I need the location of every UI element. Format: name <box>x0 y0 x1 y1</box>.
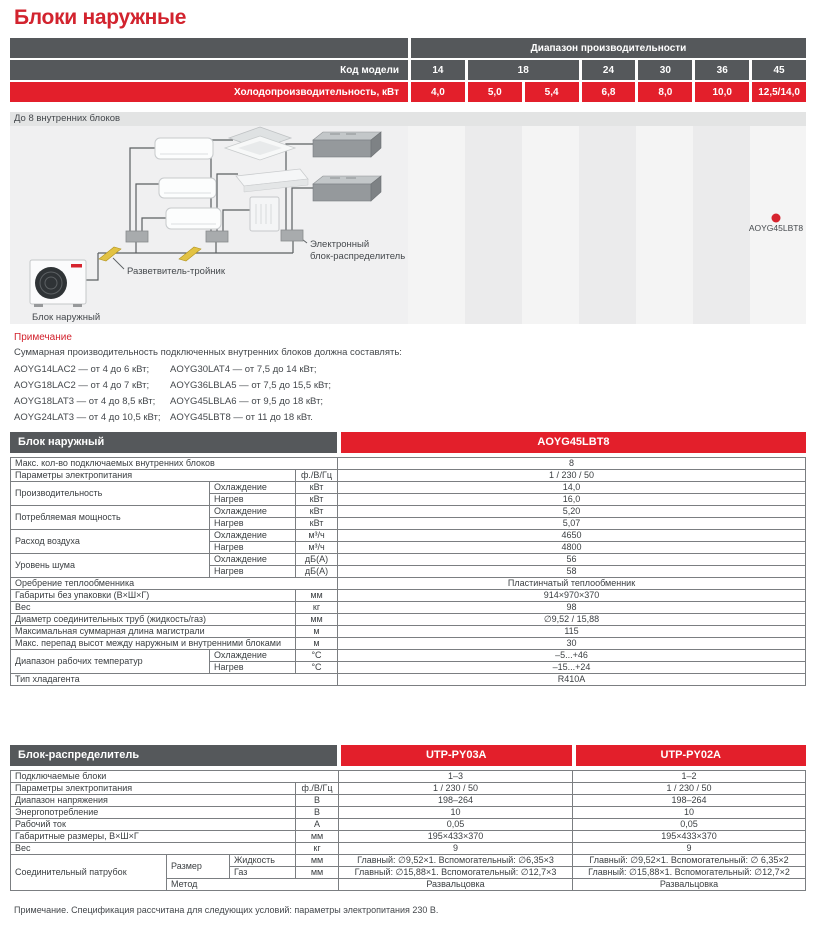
cooling-value-cell: 6,8 <box>582 82 636 102</box>
spec-row-label: Макс. кол-во подключаемых внутренних блоков <box>11 458 338 470</box>
spec-unit: ф./В/Гц <box>296 470 338 482</box>
notes-title: Примечание <box>14 332 72 343</box>
spec-unit: мм <box>296 855 339 867</box>
model-code-cell: 24 <box>582 60 636 80</box>
diagram-header-text: До 8 внутренних блоков <box>14 113 121 124</box>
spec-unit: В <box>296 795 339 807</box>
spec-sub-label: Нагрев <box>210 542 296 554</box>
spec-row-label: Уровень шума <box>11 554 210 578</box>
wall-unit-icons <box>155 138 221 229</box>
spec-value: 195×433×370 <box>339 831 573 843</box>
cooling-value-cell: 4,0 <box>411 82 465 102</box>
page-title: Блоки наружные <box>14 6 187 29</box>
spec-row-label: Производительность <box>11 482 210 506</box>
spec-value: 1 / 230 / 50 <box>339 783 573 795</box>
note-item: AOYG14LAC2 — от 4 до 6 кВт; <box>14 364 150 375</box>
spec-sub-label: Охлаждение <box>210 554 296 566</box>
model-code-cell: 14 <box>411 60 465 80</box>
spec-value: Главный: ∅9,52×1. Вспомогательный: ∅ 6,35×2 <box>573 855 806 867</box>
spec-value: 30 <box>338 638 806 650</box>
tee-branch-icon <box>179 247 201 261</box>
outdoor-table-header <box>10 432 806 453</box>
model-code-cell: 30 <box>638 60 692 80</box>
spec-value: Главный: ∅15,88×1. Вспомогательный: ∅12,7×2 <box>573 867 806 879</box>
spec-unit: °С <box>296 662 338 674</box>
distributor-label-line2: блок-распределитель <box>310 251 406 262</box>
spec-value: 198–264 <box>339 795 573 807</box>
spec-unit: кВт <box>296 482 338 494</box>
spec-value: 0,05 <box>573 819 806 831</box>
spec-row-label: Параметры электропитания <box>11 470 296 482</box>
spec-unit: мм <box>296 831 339 843</box>
outdoor-spec-table <box>10 457 806 686</box>
spec-value: 8 <box>338 458 806 470</box>
spec-value: 1–2 <box>573 771 806 783</box>
spec-value: 10 <box>339 807 573 819</box>
spec-unit: мм <box>296 614 338 626</box>
spec-value: 914×970×370 <box>338 590 806 602</box>
distributor-table-header <box>10 745 806 766</box>
tee-branch-icon <box>99 247 121 261</box>
spec-value: 198–264 <box>573 795 806 807</box>
spec-sub-label: Жидкость <box>230 855 296 867</box>
cooling-value-cell: 8,0 <box>638 82 692 102</box>
spec-row-label: Диапазон рабочих температур <box>11 650 210 674</box>
spec-unit: кВт <box>296 518 338 530</box>
spec-value: 4800 <box>338 542 806 554</box>
cooling-value-cell: 12,5/14,0 <box>752 82 806 102</box>
spec-value: –15...+24 <box>338 662 806 674</box>
duct-unit-icons <box>313 132 381 201</box>
spec-sub-label: Нагрев <box>210 566 296 578</box>
spec-value: Главный: ∅15,88×1. Вспомогательный: ∅12,7×3 <box>339 867 573 879</box>
spec-unit: кг <box>296 602 338 614</box>
note-item: AOYG18LAT3 — от 4 до 8,5 кВт; <box>14 396 156 407</box>
cooling-value-cell: 5,4 <box>525 82 579 102</box>
spec-sub-label: Охлаждение <box>210 650 296 662</box>
spec-sub-label: Метод <box>167 879 339 891</box>
spec-unit: м³/ч <box>296 542 338 554</box>
spec-value: 1 / 230 / 50 <box>338 470 806 482</box>
spec-row-label: Габариты без упаковки (В×Ш×Г) <box>11 590 296 602</box>
diagram-header <box>10 112 806 126</box>
spec-row-label: Диаметр соединительных труб (жидкость/газ) <box>11 614 296 626</box>
spec-unit: кг <box>296 843 339 855</box>
spec-unit: м³/ч <box>296 530 338 542</box>
spec-row-label: Параметры электропитания <box>11 783 296 795</box>
spec-value: 14,0 <box>338 482 806 494</box>
note-item: AOYG36LBLA5 — от 7,5 до 15,5 кВт; <box>170 380 331 391</box>
note-item: AOYG30LAT4 — от 7,5 до 14 кВт; <box>170 364 317 375</box>
model-code-cell: 18 <box>468 60 579 80</box>
table-footnote: Примечание. Спецификация рассчитана для следующих условий: параметры электропитания 230 В. <box>14 905 439 915</box>
spec-value: 56 <box>338 554 806 566</box>
spec-value: 9 <box>573 843 806 855</box>
distributor-box-icons <box>126 230 303 242</box>
note-item: AOYG18LAC2 — от 4 до 7 кВт; <box>14 380 150 391</box>
model-marker-dot <box>772 214 781 223</box>
spec-row-label: Макс. перепад высот между наружным и внутренними блоками <box>11 638 296 650</box>
spec-sub-label: Охлаждение <box>210 506 296 518</box>
spec-sub-label: Нагрев <box>210 662 296 674</box>
spec-row-label: Рабочий ток <box>11 819 296 831</box>
outdoor-unit-icon <box>30 260 86 307</box>
spec-value: 16,0 <box>338 494 806 506</box>
distributor-table-title: Блок-распределитель <box>10 745 337 766</box>
cooling-value-cell: 5,0 <box>468 82 522 102</box>
spec-unit: °С <box>296 650 338 662</box>
distributor-label-line1: Электронный <box>310 239 370 250</box>
spec-sub-label: Нагрев <box>210 518 296 530</box>
outdoor-table-title: Блок наружный <box>10 432 337 453</box>
tee-label: Разветвитель-тройник <box>127 266 225 277</box>
spec-value: 9 <box>339 843 573 855</box>
spec-value: 58 <box>338 566 806 578</box>
spec-row-label: Тип хладагента <box>11 674 338 686</box>
notes-intro: Суммарная производительность подключенных внутренних блоков должна составлять: <box>14 347 402 358</box>
spec-row-label: Оребрение теплообменника <box>11 578 338 590</box>
outdoor-model-header: AOYG45LBT8 <box>341 432 806 453</box>
spec-unit: А <box>296 819 339 831</box>
spec-unit: ф./В/Гц <box>296 783 339 795</box>
cooling-value-cell: 10,0 <box>695 82 749 102</box>
cassette-unit-icon <box>225 127 295 160</box>
capacity-corner-cell <box>10 38 408 58</box>
notes-list <box>14 364 794 428</box>
floor-unit-icon <box>250 197 279 231</box>
spec-row-label: Потребляемая мощность <box>11 506 210 530</box>
spec-value: 5,20 <box>338 506 806 518</box>
diagram-model-label: AOYG45LBT8 <box>748 223 804 233</box>
spec-row-label: Расход воздуха <box>11 530 210 554</box>
note-item: AOYG45LBLA6 — от 9,5 до 18 кВт; <box>170 396 324 407</box>
system-diagram <box>10 126 806 324</box>
spec-unit: кВт <box>296 494 338 506</box>
distributor-spec-table <box>10 770 806 891</box>
spec-row-label: Диапазон напряжения <box>11 795 296 807</box>
note-item: AOYG24LAT3 — от 4 до 10,5 кВт; <box>14 412 161 423</box>
spec-value: 195×433×370 <box>573 831 806 843</box>
spec-sub-label: Охлаждение <box>210 530 296 542</box>
capacity-table <box>10 38 806 102</box>
spec-sub-label: Размер <box>167 855 230 879</box>
spec-unit: мм <box>296 867 339 879</box>
cooling-capacity-label: Холодопроизводительность, кВт <box>10 82 408 102</box>
spec-value: 115 <box>338 626 806 638</box>
spec-value: Развальцовка <box>339 879 573 891</box>
spec-sub-label: Охлаждение <box>210 482 296 494</box>
notes-section <box>14 332 794 428</box>
distributor-model-a-header: UTP-PY03A <box>341 745 572 766</box>
spec-value: 0,05 <box>339 819 573 831</box>
capacity-range-header: Диапазон производительности <box>411 38 806 58</box>
spec-unit: дБ(А) <box>296 554 338 566</box>
spec-value: 98 <box>338 602 806 614</box>
spec-value: ∅9,52 / 15,88 <box>338 614 806 626</box>
spec-unit: дБ(А) <box>296 566 338 578</box>
spec-sub-label: Газ <box>230 867 296 879</box>
spec-unit: мм <box>296 590 338 602</box>
spec-row-label: Вес <box>11 602 296 614</box>
spec-value: 10 <box>573 807 806 819</box>
model-code-cell: 45 <box>752 60 806 80</box>
system-diagram-canvas <box>10 126 806 324</box>
spec-value: Пластинчатый теплообменник <box>338 578 806 590</box>
spec-row-label: Вес <box>11 843 296 855</box>
spec-row-label: Подключаемые блоки <box>11 771 339 783</box>
spec-value: Главный: ∅9,52×1. Вспомогательный: ∅6,35×3 <box>339 855 573 867</box>
outdoor-unit-label: Блок наружный <box>32 312 101 323</box>
spec-sub-label: Нагрев <box>210 494 296 506</box>
spec-value: 1–3 <box>339 771 573 783</box>
spec-unit: м <box>296 638 338 650</box>
spec-row-label: Энергопотребление <box>11 807 296 819</box>
distributor-model-b-header: UTP-PY02A <box>576 745 807 766</box>
note-item: AOYG45LBT8 — от 11 до 18 кВт. <box>170 412 313 423</box>
spec-row-label: Габаритные размеры, В×Ш×Г <box>11 831 296 843</box>
spec-value: –5...+46 <box>338 650 806 662</box>
spec-value: 5,07 <box>338 518 806 530</box>
spec-unit: кВт <box>296 506 338 518</box>
spec-value: R410A <box>338 674 806 686</box>
spec-unit: м <box>296 626 338 638</box>
spec-value: 1 / 230 / 50 <box>573 783 806 795</box>
spec-row-label: Соединительный патрубок <box>11 855 167 891</box>
spec-unit: В <box>296 807 339 819</box>
spec-value: 4650 <box>338 530 806 542</box>
model-code-label: Код модели <box>10 60 408 80</box>
model-code-cell: 36 <box>695 60 749 80</box>
spec-value: Развальцовка <box>573 879 806 891</box>
spec-row-label: Максимальная суммарная длина магистрали <box>11 626 296 638</box>
